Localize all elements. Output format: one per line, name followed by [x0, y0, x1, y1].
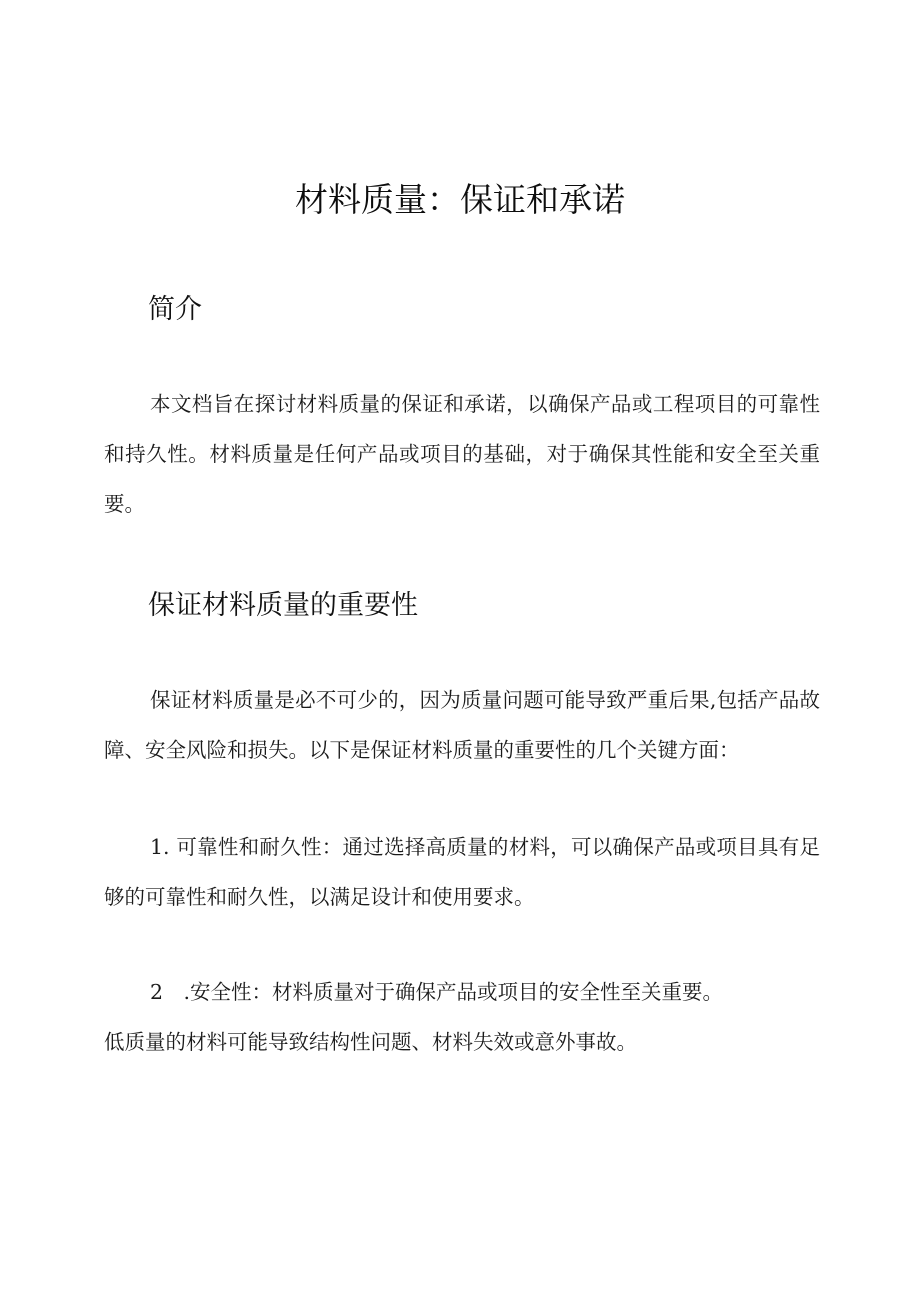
document-title: 材料质量：保证和承诺 [295, 180, 625, 219]
section-heading-intro: 简介 [148, 294, 202, 325]
safety-continuation: 低质量的材料可能导致结构性问题、材料失效或意外事故。 [104, 1030, 637, 1054]
list-item-safety: 2 .安全性：材料质量对于确保产品或项目的安全性至关重要。 [150, 980, 724, 1004]
list-item-reliability: 1. 可靠性和耐久性：通过选择高质量的材料，可以确保产品或项目具有足够的可靠性和耐久性，以满足设计和使用要求。 [104, 835, 820, 909]
section-heading-importance: 保证材料质量的重要性 [148, 590, 418, 621]
importance-paragraph: 保证材料质量是必不可少的，因为质量问题可能导致严重后果,包括产品故障、安全风险和损失。以下是保证材料质量的重要性的几个关键方面： [104, 688, 820, 762]
intro-paragraph: 本文档旨在探讨材料质量的保证和承诺，以确保产品或工程项目的可靠性和持久性。材料质量是任何产品或项目的基础，对于确保其性能和安全至关重要。 [104, 392, 820, 516]
